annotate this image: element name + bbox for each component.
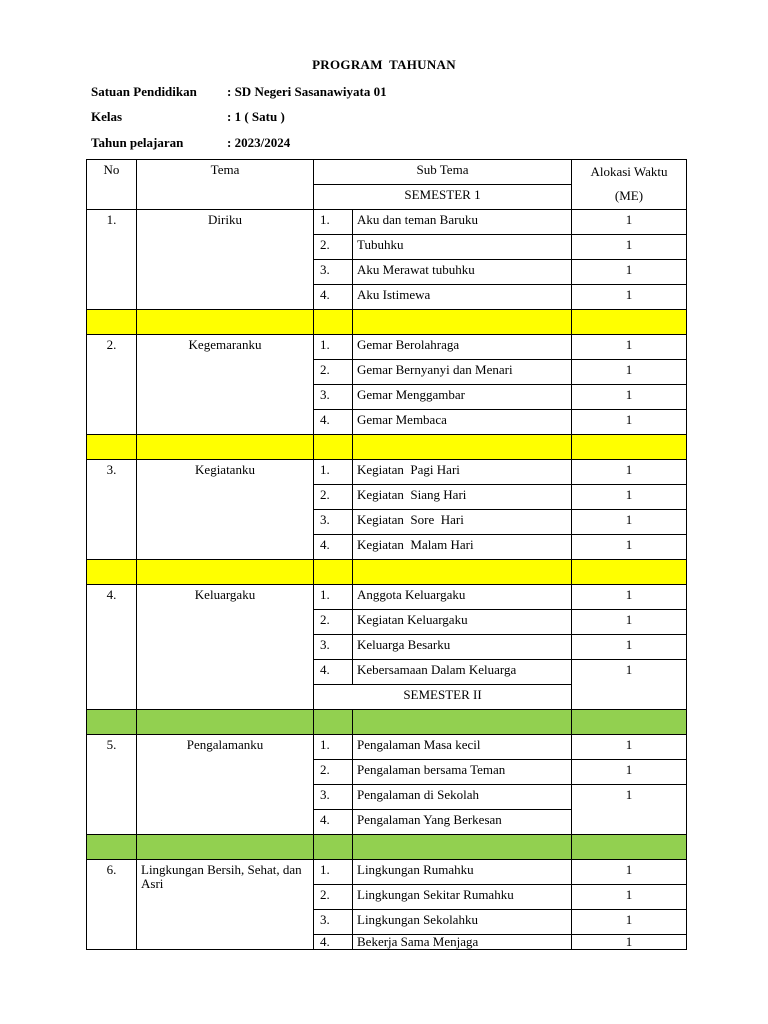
subtheme-no: 1. — [314, 585, 353, 610]
allocation-value: 1 — [572, 660, 687, 710]
subtheme-name: Gemar Berolahraga — [353, 335, 572, 360]
allocation-value: 1 — [572, 410, 687, 435]
subtheme-name: Gemar Membaca — [353, 410, 572, 435]
table-row — [87, 210, 687, 235]
subtheme-no: 3. — [314, 785, 353, 810]
separator-row — [87, 710, 687, 735]
header-tema: Tema — [137, 160, 314, 210]
theme-name: Lingkungan Bersih, Sehat, dan Asri — [137, 860, 314, 950]
subtheme-no: 3. — [314, 260, 353, 285]
subtheme-name: Aku Merawat tubuhku — [353, 260, 572, 285]
subtheme-name: Pengalaman bersama Teman — [353, 760, 572, 785]
theme-no: 1. — [87, 210, 137, 310]
allocation-value: 1 — [572, 860, 687, 885]
meta-tahun-pelajaran — [91, 135, 290, 151]
theme-name: Kegemaranku — [137, 335, 314, 435]
allocation-value: 1 — [572, 385, 687, 410]
subtheme-no: 4. — [314, 810, 353, 835]
allocation-value: 1 — [572, 510, 687, 535]
header-alokasi-line1: Alokasi Waktu — [590, 164, 668, 179]
meta-value: : 2023/2024 — [227, 135, 291, 150]
document-title: PROGRAM TAHUNAN — [312, 57, 456, 72]
semester-1-label: SEMESTER 1 — [314, 185, 572, 210]
subtheme-no: 3. — [314, 385, 353, 410]
subtheme-no: 3. — [314, 635, 353, 660]
allocation-value: 1 — [572, 735, 687, 760]
subtheme-name: Pengalaman Masa kecil — [353, 735, 572, 760]
subtheme-name: Kegiatan Sore Hari — [353, 510, 572, 535]
allocation-value: 1 — [572, 585, 687, 610]
subtheme-no: 3. — [314, 910, 353, 935]
subtheme-no: 4. — [314, 660, 353, 685]
subtheme-name: Kegiatan Pagi Hari — [353, 460, 572, 485]
allocation-value: 1 — [572, 260, 687, 285]
subtheme-no: 1. — [314, 860, 353, 885]
header-alokasi-waktu — [572, 160, 687, 210]
allocation-value: 1 — [572, 635, 687, 660]
table-row — [87, 335, 687, 360]
theme-name: Keluargaku — [137, 585, 314, 710]
subtheme-no: 3. — [314, 510, 353, 535]
table-header-row — [87, 160, 687, 185]
allocation-value: 1 — [572, 935, 687, 950]
subtheme-no: 2. — [314, 885, 353, 910]
allocation-value: 1 — [572, 785, 687, 835]
meta-label: Tahun pelajaran — [91, 135, 184, 150]
subtheme-no: 2. — [314, 610, 353, 635]
subtheme-no: 4. — [314, 935, 353, 950]
semester-2-label: SEMESTER II — [314, 685, 572, 710]
table-row — [87, 585, 687, 610]
allocation-value: 1 — [572, 485, 687, 510]
meta-kelas — [91, 109, 285, 125]
subtheme-name: Lingkungan Rumahku — [353, 860, 572, 885]
theme-no: 3. — [87, 460, 137, 560]
theme-name: Pengalamanku — [137, 735, 314, 835]
subtheme-no: 4. — [314, 285, 353, 310]
subtheme-no: 2. — [314, 360, 353, 385]
allocation-value: 1 — [572, 235, 687, 260]
subtheme-no: 1. — [314, 335, 353, 360]
table-row — [87, 460, 687, 485]
allocation-value: 1 — [572, 210, 687, 235]
subtheme-no: 2. — [314, 485, 353, 510]
theme-no: 6. — [87, 860, 137, 950]
subtheme-no: 1. — [314, 460, 353, 485]
theme-no: 2. — [87, 335, 137, 435]
theme-name: Diriku — [137, 210, 314, 310]
subtheme-no: 2. — [314, 760, 353, 785]
subtheme-name: Aku dan teman Baruku — [353, 210, 572, 235]
subtheme-name: Pengalaman Yang Berkesan — [353, 810, 572, 835]
subtheme-no: 2. — [314, 235, 353, 260]
subtheme-name: Pengalaman di Sekolah — [353, 785, 572, 810]
subtheme-name: Anggota Keluargaku — [353, 585, 572, 610]
subtheme-name: Gemar Bernyanyi dan Menari — [353, 360, 572, 385]
theme-no: 5. — [87, 735, 137, 835]
meta-label: Kelas — [91, 109, 123, 124]
subtheme-no: 1. — [314, 210, 353, 235]
subtheme-name: Aku Istimewa — [353, 285, 572, 310]
meta-satuan-pendidikan — [91, 84, 387, 100]
header-sub-tema: Sub Tema — [314, 160, 572, 185]
subtheme-no: 4. — [314, 410, 353, 435]
separator-row — [87, 835, 687, 860]
separator-row — [87, 310, 687, 335]
allocation-value: 1 — [572, 460, 687, 485]
allocation-value: 1 — [572, 285, 687, 310]
program-tahunan-table — [86, 159, 687, 950]
subtheme-name: Gemar Menggambar — [353, 385, 572, 410]
subtheme-no: 4. — [314, 535, 353, 560]
subtheme-name: Kegiatan Siang Hari — [353, 485, 572, 510]
separator-row — [87, 435, 687, 460]
meta-label: Satuan Pendidikan — [91, 84, 197, 99]
allocation-value: 1 — [572, 360, 687, 385]
subtheme-name: Kegiatan Keluargaku — [353, 610, 572, 635]
subtheme-name: Bekerja Sama Menjaga — [353, 935, 572, 950]
subtheme-name: Kegiatan Malam Hari — [353, 535, 572, 560]
subtheme-name: Lingkungan Sekolahku — [353, 910, 572, 935]
allocation-value: 1 — [572, 885, 687, 910]
subtheme-name: Tubuhku — [353, 235, 572, 260]
theme-name: Kegiatanku — [137, 460, 314, 560]
subtheme-name: Kebersamaan Dalam Keluarga — [353, 660, 572, 685]
meta-value: : SD Negeri Sasanawiyata 01 — [227, 84, 387, 99]
allocation-value: 1 — [572, 335, 687, 360]
header-no: No — [87, 160, 137, 210]
subtheme-no: 1. — [314, 735, 353, 760]
meta-value: : 1 ( Satu ) — [227, 109, 285, 124]
header-alokasi-line2: (ME) — [614, 188, 644, 203]
allocation-value: 1 — [572, 610, 687, 635]
table-row — [87, 735, 687, 760]
subtheme-name: Lingkungan Sekitar Rumahku — [353, 885, 572, 910]
table-row — [87, 860, 687, 885]
allocation-value: 1 — [572, 760, 687, 785]
separator-row — [87, 560, 687, 585]
subtheme-name: Keluarga Besarku — [353, 635, 572, 660]
allocation-value: 1 — [572, 910, 687, 935]
allocation-value: 1 — [572, 535, 687, 560]
theme-no: 4. — [87, 585, 137, 710]
